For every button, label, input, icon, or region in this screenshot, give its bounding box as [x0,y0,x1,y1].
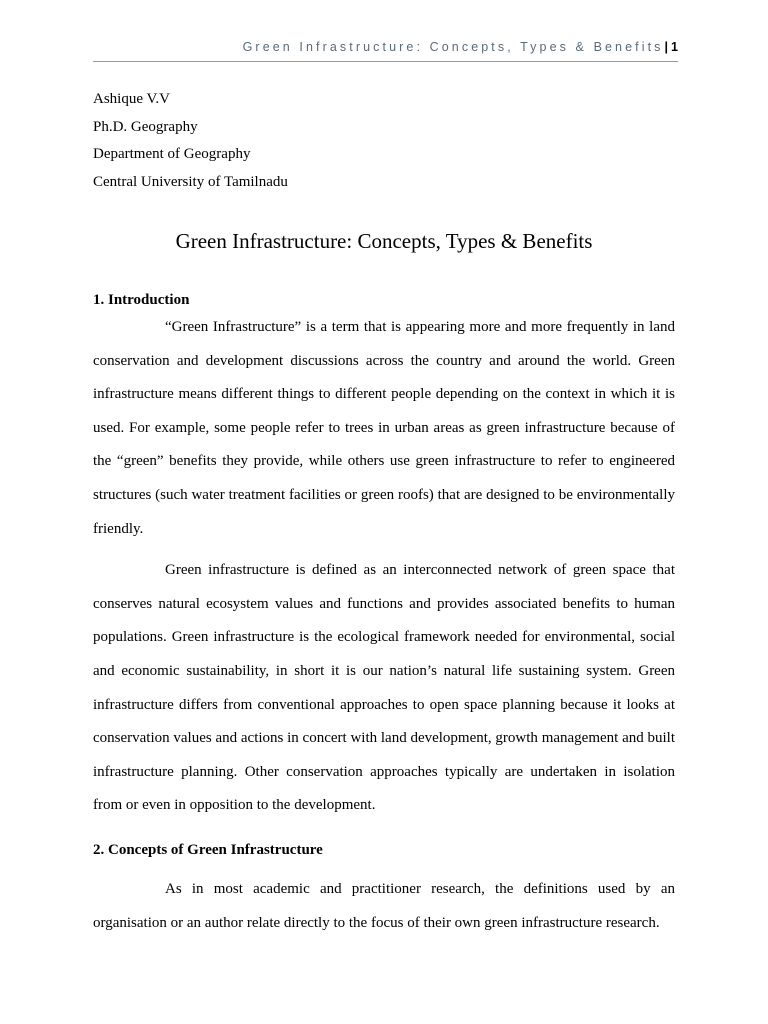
running-header-title: Green Infrastructure: Concepts, Types & Benefits [242,40,664,54]
running-header [93,40,678,62]
author-name: Ashique V.V [93,91,170,107]
body-paragraph: As in most academic and practitioner research, the definitions used by an organisation or an author relate directly to the focus of their own green infrastructure research. [93,880,675,931]
section-heading-concepts: 2. Concepts of Green Infrastructure [93,841,323,858]
section-heading-introduction: 1. Introduction [93,292,190,308]
page-number: 1 [671,40,678,54]
body-paragraph: “Green Infrastructure” is a term that is appearing more and more frequently in land conservation and development discussions across the country and around the world. Green infrastructure means different things to different people depending on the context in which it is used. For example, some people refer to trees in urban areas as green infrastructure because of the “green” benefits they provide, while others use green infrastructure to refer to engineered structures (such water treatment facilities or green roofs) that are designed to be environmentally friendly. [93,319,675,537]
header-rule [93,61,678,62]
author-block [93,86,288,196]
author-department: Department of Geography [93,146,251,162]
document-title: Green Infrastructure: Concepts, Types & Benefits [175,229,593,253]
author-university: Central University of Tamilnadu [93,173,288,190]
running-header-separator: | [664,40,669,54]
body-paragraph: Green infrastructure is defined as an interconnected network of green space that conserves natural ecosystem values and functions and provides associated benefits to human populations. Green infrastructure is the ecological framework needed for environmental, social and economic sustainability, in short it is our nation’s natural life sustaining system. Green infrastructure differs from conventional approaches to open space planning because it looks at conservation values and actions in concert with land development, growth management and built infrastructure planning. Other conservation approaches typically are undertaken in isolation from or even in opposition to the development. [93,562,675,814]
author-degree: Ph.D. Geography [93,118,198,135]
document-body [93,290,675,940]
